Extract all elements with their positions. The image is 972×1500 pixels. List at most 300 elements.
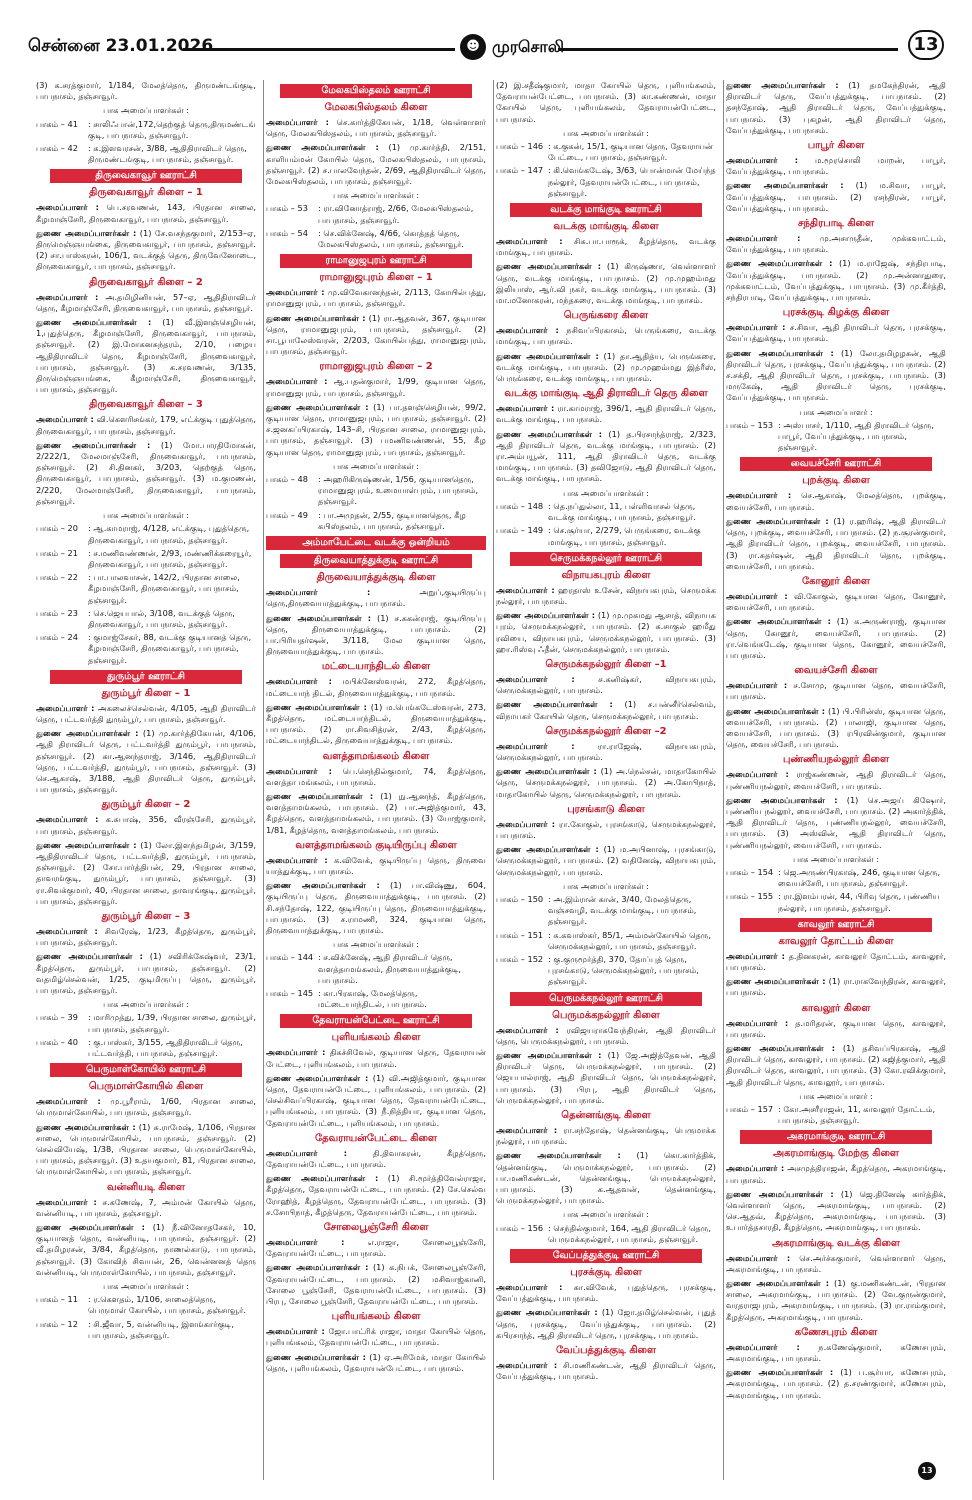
role-label: அமைப்பாளர் : [726, 155, 799, 166]
member-entry [726, 769, 946, 791]
member-details: (1) மு.கார்த்திகேயன், 4/106, ஆதி திராவிடர் தெரு, பட்டவர்த்தி துரும்பூர், பாபநாசம், தஞ்சாவூர். (2) கா.ஆனந்தராஜ், 3/146, ஆதிதிராவிடர் தெரு, பட்டவர்த்தி, துரும்பூர், பாபநாசம், தஞ்சாவூர். (3) செ.ஆகாஷ், 3/188, ஆதி திராவிடர் தெரு, துரும்பூர், பாபநாசம், தஞ்சாவூர். [36, 728, 256, 795]
booth-details: : சு.கவாஸ்கர், 85/1, அம்மன்கோயில் தெரு, செருமக்கநல்லூர், பாபநாசம், தஞ்சாவூர். [548, 929, 712, 951]
member-details: (1) ச.சுகன்ராஜ், குடியிருப்பு தெரு, திருவையாத்துக்குடி, பாபநாசம். (2) பா.பிரியதர்ஷன், 3/118, மேல குடியான தெரு, திருவையாத்துக்குடி, பாபநாசம். [266, 612, 486, 657]
member-entry [496, 429, 716, 485]
booth-section-title: பாக அமைப்பாளர்கள் : [333, 191, 419, 201]
booth-number: பாகம் – 39 [36, 1012, 78, 1023]
role-label: அமைப்பாளர் : [726, 322, 786, 333]
member-entry [496, 1282, 716, 1304]
booth-details: : செந்தில்குமார், 164, ஆதி திராவிடர் தெரு, பெருமக்கநல்லூர், பாபநாசம், தஞ்சாவூர். [548, 1222, 711, 1244]
booth-number: பாகம் – 41 [36, 118, 78, 129]
role-label: அமைப்பாளர் : [36, 291, 99, 302]
role-label: துணை அமைப்பாளர்கள் : [36, 839, 137, 850]
panchayat-heading: வேப்பத்துக்குடி ஊராட்சி [510, 1249, 702, 1263]
role-label: துணை அமைப்பாளர்கள் : [36, 1121, 136, 1132]
booth-section-title: பாக அமைப்பாளர் : [799, 1091, 873, 1101]
role-label: அமைப்பாளர் : [496, 740, 575, 751]
booth-number: பாகம் – 11 [36, 1294, 78, 1305]
member-entry [266, 313, 486, 358]
member-details: (1) ஜே.அஜித்தேவன், ஆதி திராவிடர் தெரு, பெருமக்கநல்லூர், பாபநாசம். (2) ஜெயபால்ராஜ், ஆதி திராவிடர் தெரு, பெருமக்கநல்லூர், பாபநாசம். (3) பிரபு, ஆதி திராவிடர் தெரு, பெருமக்கநல்லூர், பாபநாசம். [496, 1050, 716, 1105]
member-details: (1) ம.சிவா, பாபூர், வேப்பத்துக்குடி, பாபநாசம். (2) ரசந்திரன், பாபூர், வேப்பத்துக்குடி, பாபநாசம். [726, 180, 946, 213]
member-details: (1) நு.ஆனந்த், கீழத்தெரு, வளத்தாமங்கலம், பாபநாசம். (2) பா.அஜித்குமார், 43, கீழத்தெரு, வளத்தாமங்கலம், பாபநாசம். (3) யோஜ்குமார், 1/81, கீழத்தெரு, வளத்தாமங்கலம், பாபநாசம். [266, 790, 486, 835]
member-entry [266, 587, 486, 609]
panchayat-heading: தேவராயன்பேட்டை ஊராட்சி [280, 1014, 472, 1028]
member-entry [266, 287, 486, 309]
branch-heading: வடக்கு மாங்குடி கிளை [553, 221, 659, 233]
member-details: ச.சிவா, ஆதி திராவிடர் தெரு, புரசக்குடி, வேப்பத்துக்குடி, பாபநாசம். [726, 322, 946, 344]
member-entry [726, 1253, 946, 1275]
role-label: துணை அமைப்பாளர்கள் : [726, 976, 826, 987]
page-number-badge: 13 [908, 30, 944, 60]
role-label: அமைப்பாளர் : [266, 1237, 345, 1248]
member-details: சிக.பா.பாரூக், கீழத்தெரு, வடக்கு மாங்குடி, பாபநாசம். [496, 236, 716, 258]
member-details: க.சுபாஷ், 356, வீரஞ்சேரி, துரும்பூர், பாபநாசம், தஞ்சாவூர். [36, 814, 256, 836]
role-label: அமைப்பாளர் : [266, 287, 325, 298]
member-entry [36, 840, 256, 907]
role-label: துணை அமைப்பாளர்கள் : [726, 80, 839, 90]
booth-entry [36, 632, 256, 666]
booth-number: பாகம் – 154 [726, 866, 774, 877]
member-entry [36, 228, 256, 273]
role-label: அமைப்பாளர் : [266, 854, 328, 865]
booth-entry [36, 608, 256, 630]
branch-heading: புண்ணியநல்லூர் கிளை [783, 754, 889, 766]
branch-heading: திருவையாத்துக்குடி கிளை [316, 572, 436, 584]
role-label: அமைப்பாளர் : [266, 1047, 326, 1058]
member-entry [36, 80, 256, 102]
member-details: (1) ர.ஹரிஷ், ஆதி திராவிடர் தெரு, புறக்குடி, வையச்சேரி, பாபநாசம். (2) ந.சூரன்குமார், ஆதி திராவிடர் தெரு, புறக்குடி, வையச்சேரி, பாபநாசம். (3) ரா.சுதர்ஷன், ஆதி திராவிடர் தெரு, புறக்குடி, வையச்சேரி, பாபநாசம். [726, 515, 946, 571]
booth-details: : பா.அமுதன், 2/55, குடியானதெரு, கீழ கபிஸ்தலம், பாபநாசம், தஞ்சாவூர். [318, 509, 466, 531]
member-details: பெ.சரவணன், 143, பிரதான சாலை, கீழமாஞ்சேரி, திருவைகாவூர், பாபநாசம், தஞ்சாவூர். [36, 202, 256, 224]
member-entry [36, 1096, 256, 1118]
role-label: அமைப்பாளர் : [496, 325, 559, 336]
paper-emblem-icon: ☻ [460, 34, 486, 60]
member-details: சிவரேஷ், 1/23, கீழத்தெரு, துரும்பூர், பாபநாசம், தஞ்சாவூர். [36, 925, 256, 948]
member-entry [726, 516, 946, 572]
booth-details: : க.இளவரசன், 3/88, ஆதிதிராவிடர் தெரு, திருமண்டங்குடி, பாபநாசம், தஞ்சாவூர். [88, 143, 247, 165]
role-label: துணை அமைப்பாளர்கள் : [266, 1072, 369, 1083]
member-entry [266, 791, 486, 836]
member-entry [726, 951, 946, 973]
union-heading: அம்மாபேட்டை வடக்கு ஒன்றியம் [266, 536, 486, 550]
member-details: (1) லோ.தமிழழகன், ஆதி திராவிடர் தெரு, புரசக்குடி, வேப்பத்துக்குடி, பாபநாசம். (2) ச.சக்தி, ஆதி திராவிடர் தெரு, புரசக்குடி, பாபநாசம். (3) மருகேஷ், ஆதி திராவிடர் தெரு, புரசக்குடி, வேப்பத்துக்குடி, பாபநாசம். [726, 347, 946, 403]
booth-entry [36, 548, 256, 570]
member-entry [726, 155, 946, 177]
role-label: துணை அமைப்பாளர்கள் : [266, 1351, 366, 1362]
member-entry [266, 1173, 486, 1218]
booth-entry [726, 420, 946, 454]
member-entry [496, 403, 716, 425]
role-label: அமைப்பாளர் : [496, 403, 555, 414]
booth-section-title: பாக அமைப்பாளர்கள் : [563, 1210, 649, 1220]
panchayat-heading: மேலகபிஸ்தலம் ஊராட்சி [280, 84, 472, 98]
role-label: அமைப்பாளர் : [496, 1282, 563, 1293]
booth-details: : அ.இம்ரான் கான், 3/40, மேலத்தெரு, வஞ்சவழி, வடக்கு மாங்குடி, பாபநாசம், தஞ்சாவூர். [548, 893, 697, 927]
branch-heading: பெருங்கரை கிளை [563, 310, 649, 322]
panchayat-heading: வடக்கு மாங்குடி ஊராட்சி [510, 203, 702, 217]
role-label: துணை அமைப்பாளர்கள் : [36, 227, 137, 238]
booth-number: பாகம் – 21 [36, 547, 78, 558]
booth-number: பாகம் – 151 [496, 929, 544, 940]
branch-heading: வளத்தாமங்கலம் கிளை [322, 750, 430, 762]
member-details: (1) செ.அஜய் கிஷோர், புண்ணிய நல்லூர், வையச்சேரி, பாபநாசம். (2) அகார்த்திக், ஆதி திராவிடர் தெரு, புண்ணியநல்லூர், வையச்சேரி, பாபநாசம். (3) அஸ்வின், ஆதி திராவிடர் தெரு, புண்ணியநல்லூர், வையச்சேரி, பாபநாசம். [726, 794, 946, 850]
member-entry [266, 1326, 486, 1348]
booth-details: : அஸ்பாசர், 1/110, ஆதி திராவிடர் தெரு, பாபூர், வேப்பத்துக்குடி, பாபநாசம், தஞ்சாவூர். [778, 419, 934, 453]
member-details: (1) அ.நெல்சன், மாதாகோயில் தெரு, செருமக்கநல்லூர், பாபநாசம். (2) அ.கோபிநாத், மாதாகோயில் தெரு, செருமக்கநல்லூர், பாபநாசம். [496, 766, 716, 799]
member-entry [726, 1278, 946, 1323]
member-details: மபிக்னேஸ்வரன், 272, கீழத்தெரு, மட்டையாந் திடல், திருவையாத்துக்குடி, பாபநாசம். [266, 676, 486, 698]
role-label: அமைப்பாளர் : [36, 702, 95, 713]
booth-section-title: பாக அமைப்பாளர்கள் : [103, 1000, 189, 1010]
branch-heading: புரசங்காடு கிளை [567, 803, 645, 815]
booth-details: : ஜெ.அருண்பிரகாஷ், 246, குடியான தெரு, வையச்சேரி, பாபநாசம், தஞ்சாவூர். [778, 866, 941, 889]
panchayat-heading: ராமானுஜபுரம் ஊராட்சி [280, 254, 472, 268]
branch-heading: செருமக்கநல்லூர் கிளை –2 [545, 725, 667, 737]
member-entry [36, 1122, 256, 1178]
member-details: தி.திவாகரன், கீழத்தெரு, தேவராயன்பேட்டை, பாபநாசம். [266, 1147, 486, 1170]
booth-section-title: பாக அமைப்பாளர்கள் : [563, 128, 649, 138]
branch-heading: காவலூர் தோட்டம் கிளை [778, 935, 894, 947]
role-label: துணை அமைப்பாளர்கள் : [726, 616, 831, 627]
panchayat-heading: வையச்சேரி ஊராட்சி [740, 457, 932, 471]
branch-heading: புளியங்கலம் கிளை [331, 1032, 421, 1044]
branch-heading: வையச்சேரி கிளை [794, 665, 878, 677]
member-details: (1) கு.மணிகண்டன், பிரதான சாலை, அகரமாங்குடி, பாபநாசம். (2) வே.குருன்குமார், வரதராஜபுரம், அகரமாங்குடி, பாபநாசம். (3) ரா.ராம்குமார், கீழத்தெரு, அகரமாங்குடி, பாபநாசம். [726, 1278, 946, 1322]
branch-heading: தென்னங்குடி கிளை [561, 1110, 651, 1122]
member-details: அறுப்,குடியிருப்பு தெரு,திருவையாத்துக்குடி, பாபநாசம். [266, 587, 486, 609]
member-entry [266, 1262, 486, 1307]
member-details: (1) க.அருண்ராஜ், குடியான தெரு, கோனூர், வையச்சேரி, பாபநாசம். (2) ரா.வெங்கடேஷ், குடியான தெரு, கோனூர், வையச்சேரி, பாபநாசம். [726, 616, 946, 660]
member-details: (1) த.பிரசாந்த்ராஜ், 2/323, ஆதி திராவிடர் தெரு, வடக்கு மாங்குடி, பாபநாசம். (2) ரா.அம்பயூன், 111, ஆதி திராவிடர் தெரு, வடக்கு மாங்குடி, பாபநாசம். (3) தவிஜோடு, ஆதி திராவிடர் தெரு, வடக்கு மாங்குடி, பாபநாசம். [496, 428, 716, 484]
booth-details: : க.குகன், 15/1, குடியான தெரு, தேவராயன் பேட்டை, பாபநாசம், தஞ்சாவூர். [548, 141, 713, 163]
branch-heading: அகரமாங்குடி மேற்கு கிளை [773, 1148, 899, 1160]
booth-details: : செ.சூர்யா, 2/279, பெருங்கரை, வடக்கு மாங்குடி, பாபநாசம், தஞ்சாவூர். [548, 525, 701, 547]
member-details: வி.கௌரிசங்கர், 179, எட்க்குடி புதுத்தெரு, திருவைகாவூர், பாபநாசம், தஞ்சாவூர். [36, 414, 256, 436]
member-details: (1) ஜோ.தமிழ்செல்வன், புதுத் தெரு, புரசக்குடி, வேப்பத்துக்குடி, பாபநாசம். (2) கபிரசாந்த், ஆதி திராவிடர் தெரு, புரசக்குடி, பாபநாசம். [496, 1307, 716, 1340]
branch-heading: புளியங்கலம் கிளை [331, 1311, 421, 1323]
booth-details: : பா.பாலவாசன், 142/2, பிரதான சாலை, கீழமாஞ்சேரி, திருவைகாவூர், பாபநாசம், தஞ்சாவூர். [88, 572, 240, 605]
role-label: துணை அமைப்பாளர்கள் : [266, 612, 372, 623]
member-entry [266, 613, 486, 658]
branch-heading: சந்திரபாடி கிளை [797, 218, 875, 230]
member-entry [266, 766, 486, 788]
booth-details: : மாரிமுத்து, 1/39, பிரதான சாலை, துரும்பூர், பாபநாசம், தஞ்சாவூர். [88, 1012, 256, 1034]
member-details: (1) ஏ.அரிமேக், மாதா கோயில் தெரு, புளியங்கலம், தேவராயன்பேட்டை, பாபநாசம். [266, 1351, 486, 1373]
role-label: அமைப்பாளர் : [726, 233, 801, 244]
branch-heading: தேவராயன்பேட்டை கிளை [315, 1132, 437, 1144]
branch-heading: புரசக்குடி கிழக்கு கிளை [782, 307, 890, 319]
role-label: துணை அமைப்பாளர்கள் : [496, 428, 603, 439]
booth-entry [36, 1319, 256, 1341]
role-label: அமைப்பாளர் : [496, 1024, 559, 1035]
booth-entry [496, 165, 716, 199]
booth-entry [266, 952, 486, 986]
member-details: ரவிஜயராகவேந்திரன், ஆதி திராவிடர் தெரு, பெருமக்கநல்லூர், பாபநாசம். [496, 1024, 716, 1046]
member-entry [36, 926, 256, 948]
branch-heading: திருவைகாவூர் கிளை – 2 [89, 276, 203, 288]
role-label: துணை அமைப்பாளர்கள் : [726, 180, 844, 191]
member-details: ஹரதாஸ் உசேன், விநாயகபுரம், செருமக்க நல்லூர், பாபநாசம். [496, 584, 716, 606]
booth-number: பாகம் – 150 [496, 893, 544, 904]
role-label: துணை அமைப்பாளர்கள் : [496, 1150, 621, 1161]
member-details: (1) ரா.ஆதவன், 367, குடியான தெரு, ராமானுஜபுரம், பாபநாசம், தஞ்சாவூர். (2) சா.பூபாலேஸ்வரன், 2/203, கோயில்பத்து, ராமானுஜபுரம், பாபநாசம், தஞ்சாவூர். [266, 312, 486, 357]
member-details: (1) சவிரிக்கேஷ்வர், 23/1, கீழத்தெரு, துரும்பூர், பாபநாசம், தஞ்சாவூர். (2) வதமிழ்செல்வன், 1/25, குடிமிருப்பு தெரு, துரும்பூர், பாபநாசம், தஞ்சாவூர். [36, 951, 256, 995]
branch-heading: திருவைகாவூர் கிளை – 1 [89, 187, 203, 199]
branch-heading: விநாயகபுரம் கிளை [561, 569, 651, 581]
booth-number: பாகம் – 153 [726, 419, 774, 430]
member-details: அ.தமிழினியன், 57–ஏ, ஆதிதிராவிடர் தெரு, கீழமாஞ்சேரி, திருவைகாவூர், பாபநாசம், தஞ்சாவூர். [36, 291, 256, 313]
branch-heading: சோலைபூஞ்சேரி கிளை [323, 1222, 429, 1234]
member-entry [726, 490, 946, 512]
booth-entry [266, 203, 486, 225]
role-label: அமைப்பாளர் : [36, 202, 99, 213]
panchayat-heading: செருமக்கநல்லூர் ஊராட்சி [510, 552, 702, 566]
member-details: (1) வீ.இளஞ்செழியன், 1,புதுத்தெரு, கீழமாஞ்சேரி, திருவைகாவூர், பாபநாசம், தஞ்சாவூர். (2) இ.மோகனசுந்தரம், 2/10, பழைய ஆதிதிராவிடர் தெரு, கீழமாஞ்சேரி, திருவைகாவூர், பாபநாசம், தஞ்சாவூர். (3) க.சரவணன், 3/135, திருமெஞ்ஞயங்கை, கீழமாஞ்சேரி, திருவைகாவூர், பாபநாசம், தஞ்சாவூர். [36, 317, 256, 395]
member-entry [726, 976, 946, 998]
member-details: (1) மு.முகமது ஆசாத், விநாயக புரம், செருமக்கநல்லூர், பாபநாசம். (2) க.சாகுல் ஹமீது ரவியை, விநாயகபுரம், செருமக்கநல்லூர், பாபநாசம். (3) ஹா.ரிஸ்வு ஃதீன், செருமக்கநல்லூர், பாபநாசம். [496, 610, 716, 654]
article-columns [36, 80, 946, 1478]
role-label: அமைப்பாளர் : [726, 590, 788, 601]
role-label: அமைப்பாளர் : [266, 376, 328, 387]
role-label: துணை அமைப்பாளர்கள் : [266, 880, 380, 891]
role-label: அமைப்பாளர் : [726, 1017, 789, 1028]
booth-section-title: பாக அமைப்பாளர்கள் : [333, 940, 419, 950]
booth-entry [36, 143, 256, 165]
booth-number: பாகம் – 48 [266, 474, 308, 485]
role-label: துணை அமைப்பாளர்கள் : [726, 1278, 830, 1289]
member-entry [726, 706, 946, 751]
role-label: அமைப்பாளர் : [266, 117, 329, 127]
booth-number: பாகம் – 147 [496, 165, 544, 176]
role-label: துணை அமைப்பாளர்கள் : [496, 261, 602, 272]
role-label: அமைப்பாளர் : [36, 814, 99, 825]
booth-number: பாகம் – 53 [266, 203, 308, 214]
role-label: துணை அமைப்பாளர்கள் : [726, 515, 829, 526]
booth-number: பாகம் – 149 [496, 525, 544, 536]
member-entry [36, 440, 256, 507]
booth-section-title: பாக அமைப்பாளர்கள் : [333, 461, 419, 471]
member-entry [36, 703, 256, 725]
member-details: கா.விவேக், புதுத்தெரு, புரசக்குடி, வேப்பத்துக்குடி, பாபநாசம். [496, 1282, 716, 1304]
member-details: (1) ப.சூர்யா, கணேசபுரம், அகரமாங்குடி, பாபநாசம். (2) த.சரண்குமார், கணேசபுரம், அகரமாங்குடி, பாபநாசம். [726, 1367, 946, 1400]
member-details: (1) தசிவப்பிரகாஷ், ஆதி திராவிடர் தெரு, காவலூர், பாபநாசம். (2) சுஜித்குமார், ஆதி திராவிடர் தெரு, காவலூர், பாபநாசம். (3) கோ.ரவிக்குமார், ஆதி திராவிடர் தெரு, காவலூர், பாபநாசம். [726, 1043, 946, 1087]
booth-details: : கி.வெங்கடேஷ், 3/63, பொன்மான் மேய்ந்த நல்லூர், தேவராயன்பேட்டை, பாபநாசம், தஞ்சாவூர். [548, 165, 716, 198]
member-details: ராஜ்கண்ணன், ஆதி திராவிடர் தெரு, புண்ணியநல்லூர், வையச்சேரி, பாபநாசம். [726, 769, 946, 791]
member-details: ஆ.பதன்குமார், 1/99, குடியான தெரு, ராமானுஜபுரம், பாபநாசம், தஞ்சாவூர். [266, 376, 486, 398]
role-label: துணை அமைப்பாளர்கள் : [726, 705, 826, 716]
role-label: துணை அமைப்பாளர்கள் : [36, 1222, 145, 1233]
member-entry [726, 322, 946, 344]
member-entry [266, 1237, 486, 1259]
role-label: அமைப்பாளர் : [726, 490, 792, 501]
branch-heading: கோனூர் கிளை [802, 575, 870, 587]
member-details: (1) க.நிபக், சோலைபூஞ்சேரி, தேவராயன்பேட்டை, பாபநாசம். (2) மசிவாஜ்கானி, சோலை பூஞ்சேரி, தேவராயன்பேட்டை, பாபநாசம். (3) பிரபு, சோலை பூஞ்சேரி, தேவராயன்பேட்டை, பாபநாசம். [266, 1262, 486, 1307]
masthead-rule-right [558, 48, 898, 51]
booth-details: : செ.விக்னேஷ், 4/66, கொத்தத் தெரு, மேலகபிஸ்தலம், பாபநாசம், தஞ்சாவூர். [318, 227, 464, 250]
booth-number: பாகம் – 146 [496, 141, 544, 152]
role-label: துணை அமைப்பாளர்கள் : [726, 347, 834, 358]
member-details: (1) ரா.ராகவேந்திரன், காவலூர், பாபநாசம். [726, 976, 946, 998]
column-2 [266, 80, 486, 1478]
booth-number: பாகம் – 156 [496, 1222, 544, 1233]
paper-name: முரசொலி [492, 37, 564, 56]
booth-number: பாகம் – 20 [36, 523, 78, 534]
member-entry [266, 376, 486, 398]
member-details: வி.கோகுல், குடியான தெரு, கோனூர், வையச்சேரி, பாபநாசம். [726, 590, 946, 613]
member-entry [726, 1189, 946, 1234]
role-label: அமைப்பாளர் : [726, 950, 785, 961]
panchayat-heading: திருவையாத்துக்குடி ஊராட்சி [280, 554, 472, 568]
member-entry [496, 844, 716, 878]
member-entry [726, 1342, 946, 1364]
booth-number: பாகம் – 148 [496, 500, 544, 511]
member-details: (2) இ.சதீஷ்குமார், மாதா கோயில் தெரு, புளியங்கலம், தேவராயன்பேட்டை, பாபநாசம். (3) கா.கண்ணன், மாதா கோயில் தெரு, புளியங்கலம், தேவராயன்பேட்டை, பாபநாசம். [496, 80, 716, 124]
member-details: சி.மணிகண்டன், ஆதி திராவிடர் தெரு, வேப்பத்துக்குடி, பாபநாசம். [496, 1360, 716, 1382]
branch-heading: துரும்பூர் கிளை – 3 [101, 910, 191, 922]
booth-details: : ரா.வினோத்ராஜ், 2/66, மேலகபிஸ்தலம், பாபநாசம், தஞ்சாவூர். [318, 203, 474, 225]
role-label: அமைப்பாளர் : [266, 765, 332, 776]
role-label: துணை அமைப்பாளர்கள் : [266, 1173, 379, 1184]
role-label: அமைப்பாளர் : [726, 1252, 791, 1263]
member-details: அகலைச்செல்வன், 4/105, ஆதி திராவிடர் தெரு, பட்டவர்த்தி துரும்பூர், பாபநாசம், தஞ்சாவூர். [36, 702, 256, 724]
booth-entry [266, 988, 486, 1010]
role-label: துணை அமைப்பாளர்கள் : [496, 699, 613, 710]
booth-number: பாகம் – 145 [266, 987, 314, 998]
member-details: (1) சே.வசந்தகுமார், 2/153–ஏ, திருமெஞ்ஞயங்கை, திருவைகாவூர், பாபநாசம், தஞ்சாவூர். (2) சா.பாஸ்கரன், 106/1, வடக்குத் தெரு, திருவேனோடை, திருவைகாவூர், பாபநாசம், தஞ்சாவூர். [36, 227, 256, 272]
member-entry [266, 855, 486, 877]
member-entry [266, 402, 486, 458]
panchayat-heading: பெருமாள்கோயில் ஊராட்சி [50, 1063, 242, 1077]
role-label: துணை அமைப்பாளர்கள் : [496, 766, 597, 777]
role-label: துணை அமைப்பாளர்கள் : [496, 1050, 602, 1060]
booth-section-title: பாக அமைப்பாளர்கள் : [563, 881, 649, 891]
branch-heading: புறக்குடி கிளை [802, 475, 870, 487]
member-entry [496, 80, 716, 125]
booth-number: பாகம் – 12 [36, 1318, 78, 1329]
booth-details: : கு.குருமூர்த்தி, 370, தோப்புத் தெரு, புரசங்காடு, செருமக்கநல்லூர், பாபநாசம், தஞ்சாவூர். [548, 953, 699, 987]
branch-heading: ராமானுஜபுரம் கிளை – 1 [319, 272, 433, 284]
booth-details: : ச.மணிவண்ணன், 2/93, மண்ணிக்கரையூர், திருவைகாவூர், பாபநாசம், தஞ்சாவூர். [88, 547, 252, 569]
member-details: (1) சு.ராமேஷ், 1/106, பிரதான சாலை, பெருமாள்கோயில், பாபநாசம், தஞ்சாவூர். (2) செல்வியேஷ், 1/38, பிரதான சாலை, பெருமாள்கோயில், பாபநாசம், தஞ்சாவூர். (3) உதயகுமார், 81, பிரதான சாலை, பெருமாள்கோயில், பாபநாசம், தஞ்சாவூர். [36, 1121, 256, 1177]
role-label: அமைப்பாளர் : [496, 1360, 558, 1371]
booth-details: : தெ.நப்துல்லா, 11, பள்ளிவாசல் தெரு, வடக்கு மாங்குடி, பாபநாசம், தஞ்சாவூர். [548, 500, 696, 523]
booth-entry [496, 1223, 716, 1245]
member-entry [726, 80, 946, 136]
role-label: அமைப்பாளர் : [726, 769, 789, 780]
member-details: செ.கார்த்திகேயன், 1/18, வெள்ளாளர் தெரு, மேலகபிஸ்தலம், பாபநாசம், தஞ்சாவூர். [266, 117, 486, 139]
column-1 [36, 80, 256, 1478]
branch-heading: கணேசபுரம் கிளை [794, 1326, 878, 1338]
booth-entry [266, 228, 486, 250]
booth-section-title: பாக அமைப்பாளர்கள் : [563, 488, 649, 498]
role-label: துணை அமைப்பாளர்கள் : [726, 1043, 836, 1053]
booth-section-title: பாக அமைப்பாளர்கள் : [103, 511, 189, 521]
role-label: துணை அமைப்பாளர்கள் : [496, 610, 595, 621]
member-entry [496, 1360, 716, 1382]
member-entry [266, 702, 486, 747]
column-4 [726, 80, 946, 1478]
role-label: துணை அமைப்பாளர்கள் : [496, 1307, 598, 1318]
role-label: அமைப்பாளர் : [496, 673, 575, 684]
panchayat-heading: அகரமாங்குடி ஊராட்சி [740, 1130, 932, 1144]
member-entry [266, 880, 486, 936]
member-entry [266, 676, 486, 698]
branch-heading: திருவைகாவூர் கிளை – 3 [89, 399, 203, 411]
booth-entry [266, 510, 486, 532]
booth-entry [266, 474, 486, 508]
member-entry [496, 1125, 716, 1147]
role-label: துணை அமைப்பாளர்கள் : [36, 317, 152, 328]
role-label: அமைப்பாளர் : [496, 1125, 558, 1136]
role-label: துணை அமைப்பாளர்கள் : [266, 312, 366, 323]
booth-details: : ச.விக்னேஷ், ஆதி திராவிடர் தெரு, வளத்தாமங்கலம், திருவையாத்துக்குடி, பாபநாசம். [318, 952, 461, 985]
booth-entry [496, 141, 716, 163]
member-entry [496, 1050, 716, 1106]
role-label: அமைப்பாளர் : [726, 1163, 785, 1174]
panchayat-heading: துரும்பூர் ஊராட்சி [50, 670, 242, 684]
role-label: துணை அமைப்பாளர்கள் : [266, 790, 374, 801]
member-details: மு.அசாருதீன், முக்கவாட்டம், வேப்பத்துக்குடி, பாபநாசம். [726, 233, 946, 255]
member-details: ரா.சந்தோஷ், தென்னங்குடி, பெருமாக்க நல்லூர், பாபநாசம். [496, 1125, 716, 1147]
branch-heading: துரும்பூர் கிளை – 1 [101, 687, 191, 699]
booth-number: பாகம் – 22 [36, 572, 78, 583]
member-entry [726, 795, 946, 851]
footer-page-number: 13 [918, 1462, 936, 1480]
member-details: (1) ம.பெங்கடேஸ்வரன், 273, கீழத்தெரு, மட்டையாந்திடல், திருவையாத்துக்குடி, பாபநாசம். (2) ரா.சிவசித்ரன், 2/43, கீழத்தெரு, மட்டையாந்திடல், திருவையாத்துக்குடி, பாபநாசம். [266, 701, 486, 746]
member-entry [266, 142, 486, 187]
booth-details: : சி.ஜீவா, 5, வன்னியடி, இளங்கார்குடி, பாபநாசம், தஞ்சாவூர். [88, 1318, 234, 1340]
branch-heading: துரும்பூர் கிளை – 2 [101, 799, 191, 811]
member-entry [36, 202, 256, 224]
branch-heading: வன்னியடி கிளை [107, 1181, 185, 1193]
booth-number: பாகம் – 24 [36, 632, 78, 643]
member-details: க.விவேக், குடியிருப்பு தெரு, திருவை யாத்துக்குடி, பாபநாசம். [266, 854, 486, 876]
member-details: செ.அர்ச்சுகுமார், வெள்ளாளர் தெரு, அகரமாங்குடி, பாபநாசம். [726, 1252, 946, 1274]
member-entry [726, 680, 946, 702]
branch-heading: மேலகபிஸ்தலம் கிளை [324, 102, 428, 113]
booth-entry [726, 1104, 946, 1126]
booth-details: : செ.ஜெயபால், 3/108, வடக்குத் தெரு, திருவைகாவூர், பாபநாசம், தஞ்சாவூர். [88, 607, 235, 629]
role-label: துணை அமைப்பாளர்கள் : [266, 701, 367, 712]
member-details: செ.ஆகாஷ், மேலத்தெரு, புறக்குடி, வையச்சேரி, பாபநாசம். [726, 490, 946, 512]
member-details: (1) மு.கார்த்தி, 2/151, காளியம்மன் கோயில் தெரு, மேலகபிஸ்தலம், பாபநாசம், தஞ்சாவூர். (2) ச.பாலவேந்தன், 2/69, ஆதிதிராவிடர் தெரு, மேலகபிஸ்தலம், பாபநாசம், தஞ்சாவூர். [266, 142, 486, 187]
member-details: ரா.ராஜேஷ், விநாயகபுரம், செருமக்கநல்லூர், பாபநாசம். [496, 740, 716, 762]
role-label: அமைப்பாளர் : [36, 414, 94, 425]
role-label: அமைப்பாளர் : [496, 236, 563, 247]
booth-number: பாகம் – 54 [266, 227, 308, 238]
booth-section-title: பாக அமைப்பாளர்கள் : [103, 106, 189, 116]
member-entry [726, 258, 946, 303]
member-entry [496, 766, 716, 800]
booth-entry [496, 930, 716, 952]
member-entry [726, 1367, 946, 1401]
role-label: துணை அமைப்பாளர்கள் : [36, 951, 143, 962]
member-entry [496, 1307, 716, 1341]
booth-number: பாகம் – 42 [36, 143, 78, 154]
role-label: அமைப்பாளர் : [36, 1096, 101, 1107]
member-details: பெ.செந்தில்குமார், 74, கீழத்தெரு, வளத்தா மங்கலம், பாபநாசம். [266, 765, 486, 787]
edition-city-date: சென்னை 23.01.2026 [28, 36, 214, 56]
booth-number: பாகம் – 144 [266, 952, 314, 963]
member-entry [36, 728, 256, 795]
member-entry [266, 1047, 486, 1069]
member-details: (1) தா.ஆதித்ய, பெருங்கரை, வடக்கு மாங்குடி, பாபநாசம். (2) மு.முஹம்மது இத்ரீஸ், பெருங்கரை, வடக்கு மாங்குடி, பாபநாசம். [496, 350, 716, 384]
role-label: துணை அமைப்பாளர்கள் : [726, 794, 838, 805]
member-entry [726, 233, 946, 255]
member-entry [36, 292, 256, 314]
member-entry [36, 1222, 256, 1278]
role-label: அமைப்பாளர் : [266, 1326, 325, 1337]
